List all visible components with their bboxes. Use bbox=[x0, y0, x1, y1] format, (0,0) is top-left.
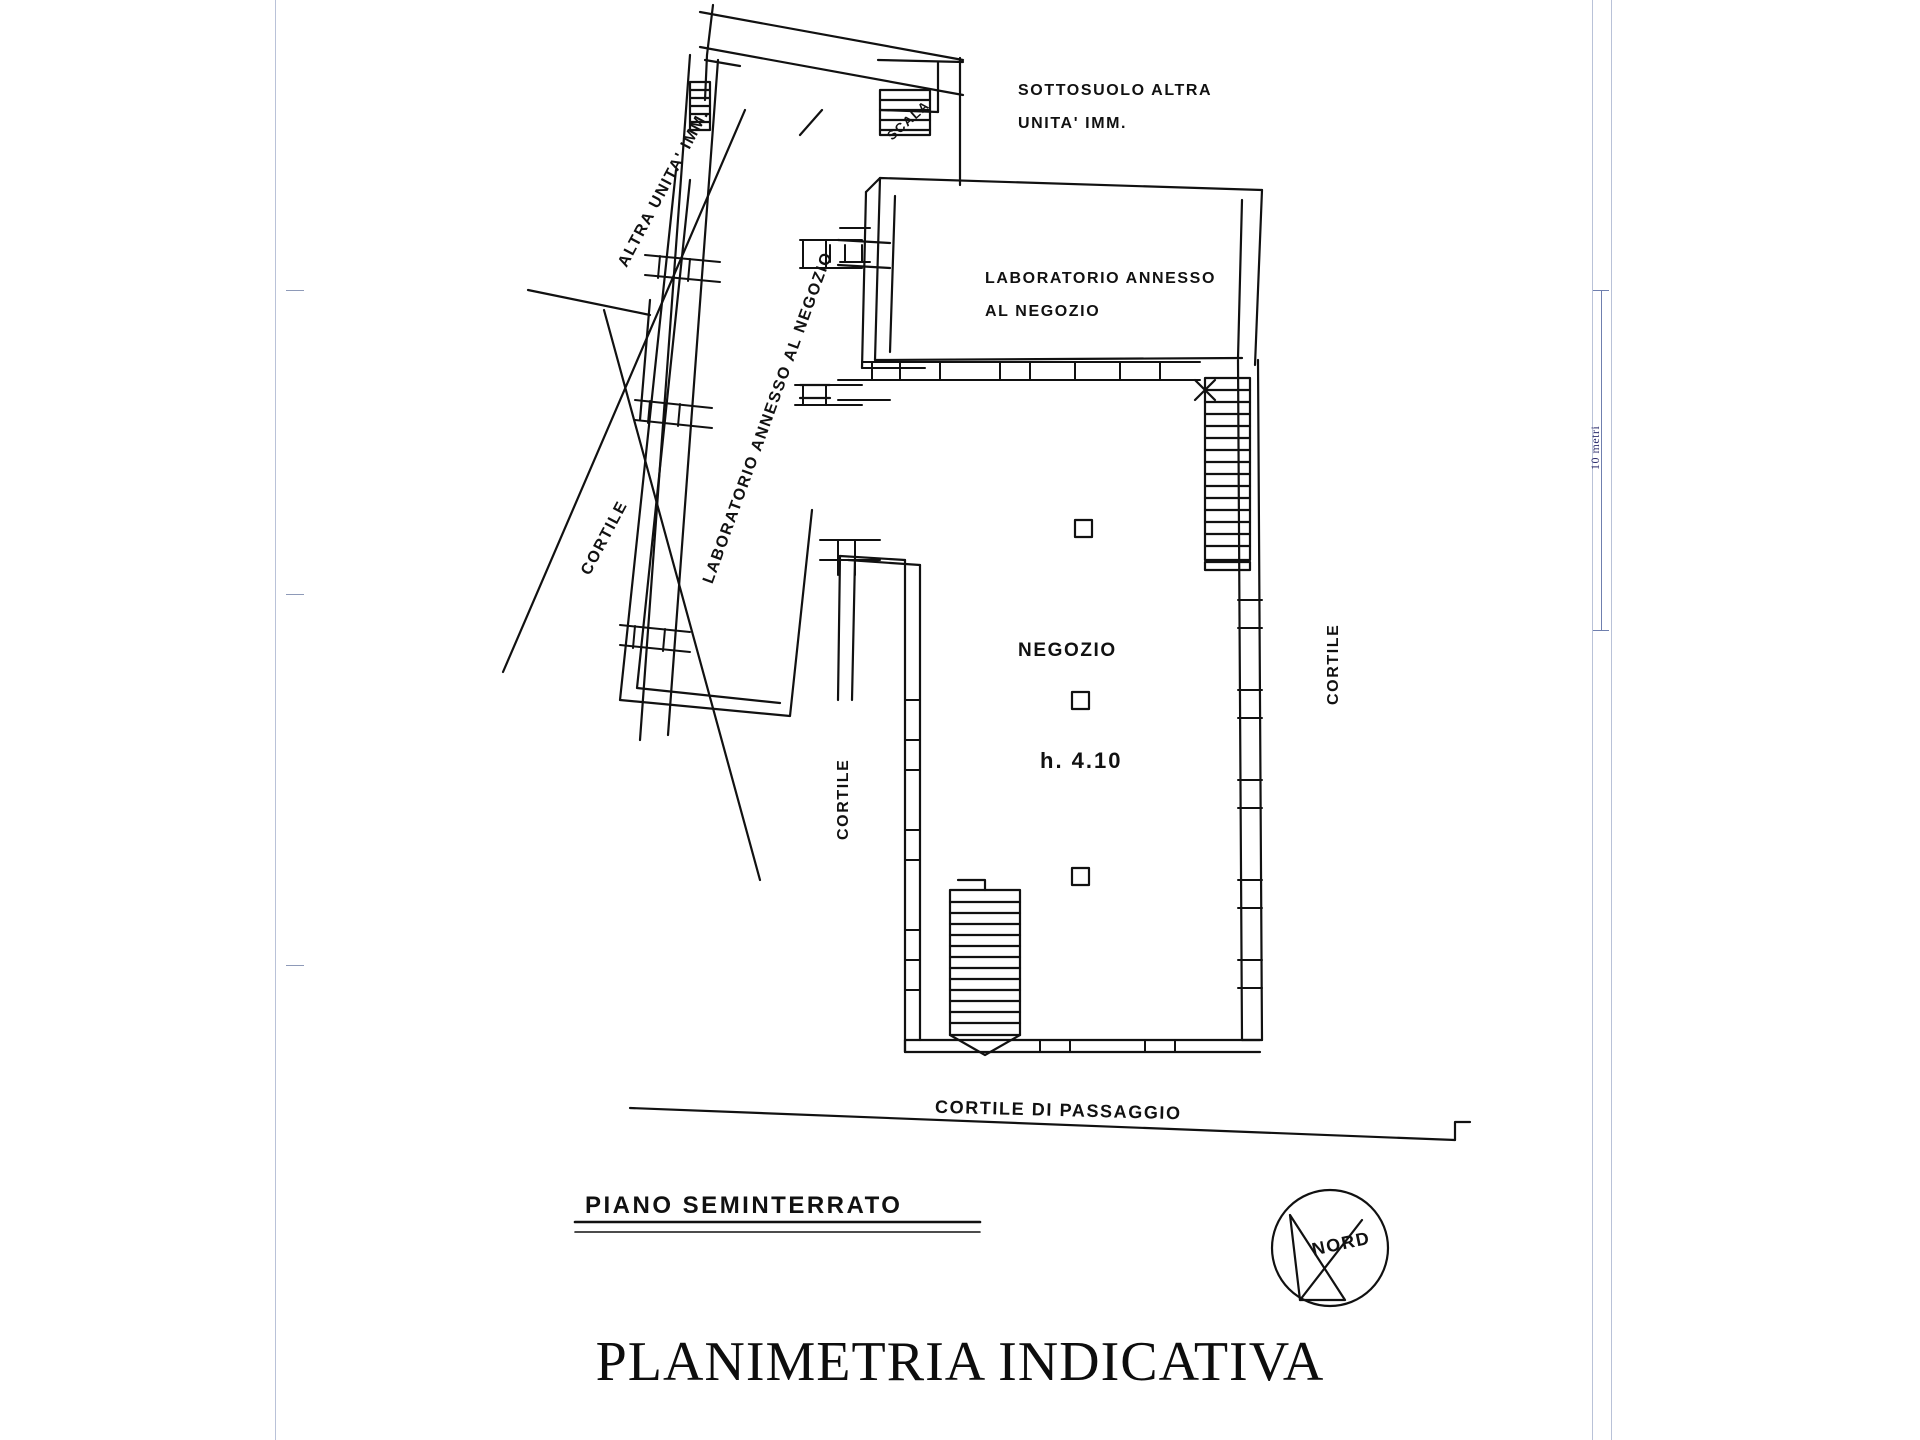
annotation-cortile-centro: CORTILE bbox=[835, 758, 852, 840]
scale-label: 10 metri bbox=[1588, 425, 1602, 470]
annotation-cortile-di-passaggio: CORTILE DI PASSAGGIO bbox=[934, 1096, 1182, 1124]
annotation-sottosuolo-line2: UNITA' IMM. bbox=[1018, 115, 1128, 132]
annotation-cortile-sinistra: CORTILE bbox=[578, 498, 632, 578]
annotation-negozio: NEGOZIO bbox=[1018, 640, 1117, 661]
annotation-laboratorio-destra-line1: LABORATORIO ANNESSO bbox=[985, 270, 1217, 287]
compass-label: NORD bbox=[1310, 1227, 1373, 1260]
annotation-scala: SCALA bbox=[884, 97, 933, 144]
plan-level-label: PIANO SEMINTERRATO bbox=[585, 1192, 903, 1219]
annotation-laboratorio-destra-line2: AL NEGOZIO bbox=[985, 303, 1101, 320]
page-title: PLANIMETRIA INDICATIVA bbox=[595, 1331, 1325, 1393]
annotation-cortile-destra: CORTILE bbox=[1325, 623, 1342, 705]
annotation-altezza: h. 4.10 bbox=[1040, 748, 1123, 773]
annotation-altra-unita: ALTRA UNITA' IMM. bbox=[615, 106, 713, 270]
annotation-laboratorio-sinistra: LABORATORIO ANNESSO AL NEGOZIO bbox=[700, 249, 837, 586]
annotation-sottosuolo-line1: SOTTOSUOLO ALTRA bbox=[1018, 82, 1213, 99]
